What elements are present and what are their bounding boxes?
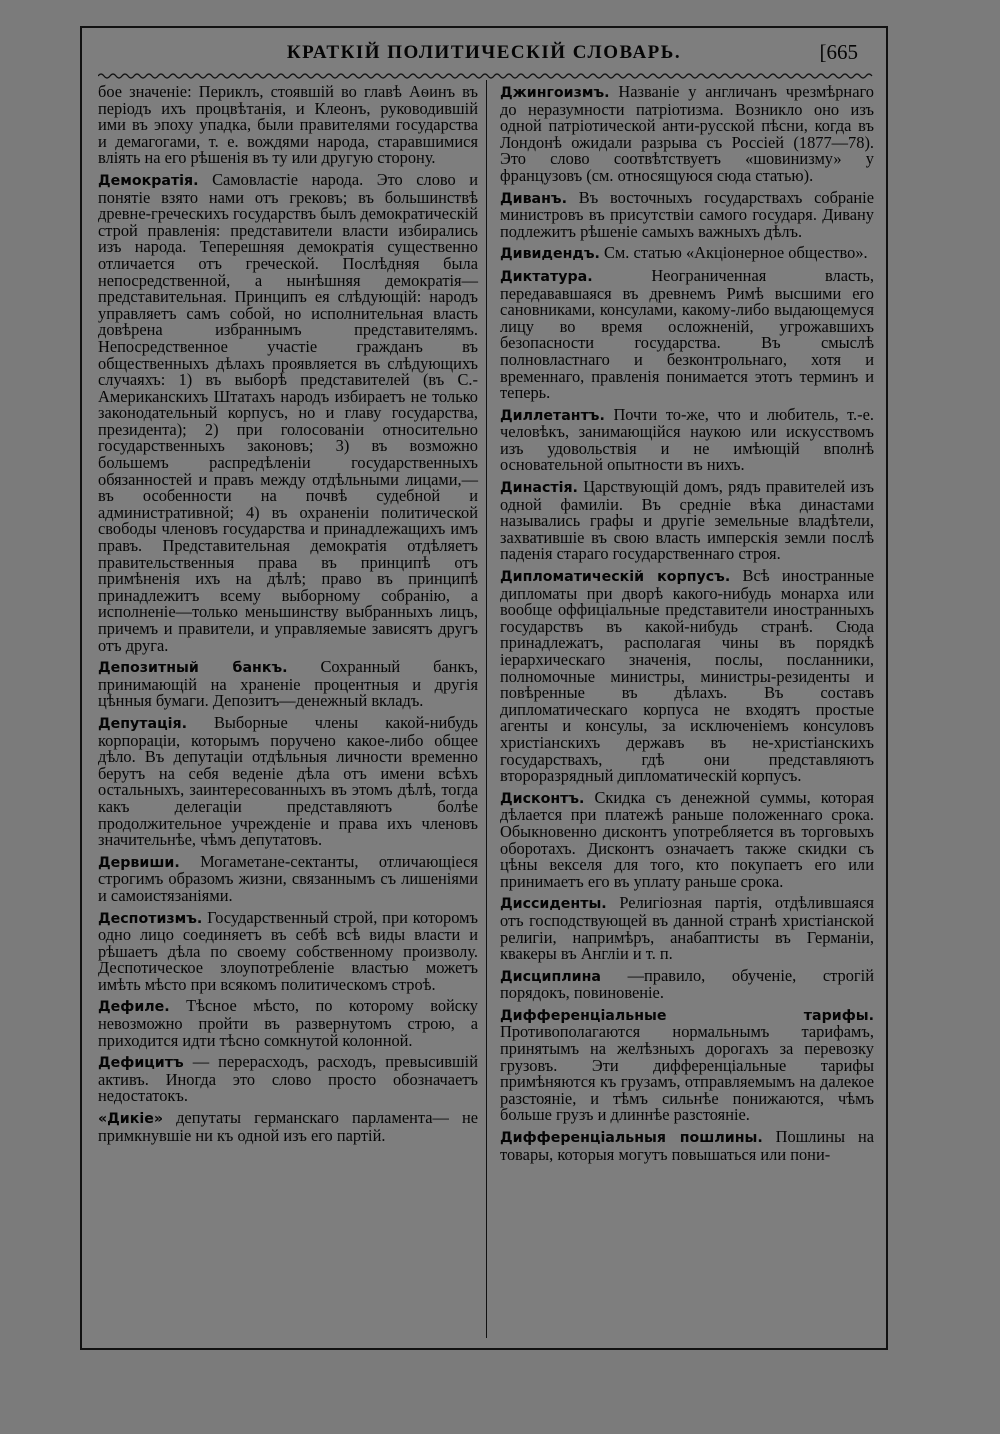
page-title: КРАТКІЙ ПОЛИТИЧЕСКІЙ СЛОВАРЬ.: [286, 42, 682, 63]
entry-definition: Почти то-же, что и любитель, т.-е. человѣкъ, занимающійся наукою или искусствомъ изъ удовольствія и не имѣющій вполнѣ основательной опытности въ нихъ.: [500, 404, 874, 475]
dictionary-entry: [98, 851, 478, 905]
entry-definition: Самовластіе народа. Это слово и понятіе взято нами отъ грековъ; въ большинствѣ древне-греческихъ государствъ былъ демократическій строй правленія: представители власти избирались изъ народа. Теперешняя демократія существенно отличается отъ греческой. Послѣдняя была непосредственной, а нынѣшняя демократія—представительная. Принципъ ея слѣдующій: народъ управляетъ самъ собой, но исполнительная власть довѣрена избраннымъ представителямъ. Непосредственное участіе гражданъ въ общественныхъ дѣлахъ проявляется въ слѣдующихъ случаяхъ: 1) въ выборѣ представителей (въ С.-Американскихъ Штатахъ народъ избираетъ не только законодательный корпусъ, но и главу государства, президента); 2) при голосованіи относительно государственныхъ законовъ; 3) въ возможно большемъ распредѣленіи государственныхъ обязанностей и правъ между отдѣльными лицами,—въ особенности на почвѣ судебной и административной; 4) въ охраненіи политической свободы членовъ государства и принадлежащихъ имъ правъ. Представительная демократія отдѣляетъ правительственныя права въ принципѣ отъ примѣненія ихъ на дѣлѣ; право въ принципѣ принадлежитъ всему выборному собранію, а исполненіе—только меньшинству выбранныхъ лицъ, причемъ и правители, и управляемые зависятъ другъ отъ друга.: [98, 169, 478, 655]
entry-definition: Тѣсное мѣсто, по которому войску невозможно пройти въ развернутомъ строю, а приходится идти тѣсно сомкнутой колонной.: [98, 996, 478, 1050]
entry-definition: —правило, обученіе, строгій порядокъ, повиновеніе.: [500, 965, 874, 1003]
entry-definition: Пошлины на товары, которыя могутъ повышаться или пони-: [500, 1127, 874, 1164]
dictionary-entry: [500, 787, 874, 891]
header-rule: [98, 72, 874, 80]
entry-definition: Сохранный банкъ, принимающій на храненіе процентныя и другія цѣнныя бумаги. Депозитъ—денежный вкладъ.: [98, 657, 478, 711]
entry-term: Дисконтъ.: [500, 790, 585, 807]
dictionary-entry: [500, 245, 874, 263]
left-column: [98, 84, 478, 1149]
entry-term: Депозитный банкъ.: [98, 660, 288, 677]
entry-term: Диктатура.: [500, 268, 593, 285]
entry-term: Дефиле.: [98, 999, 170, 1016]
entry-definition: Названіе у англичанъ чрезмѣрнаго до неразумности патріотизма. Возникло оно изъ одной патріотической анти-русской пѣсни, когда въ Лондонѣ ожидали разрыва съ Россіей (1877—78). Это слово соотвѣтствуетъ «шовинизму» у французовъ (см. относящуюся сюда статью).: [500, 82, 874, 185]
dictionary-entry: [500, 965, 874, 1003]
entry-term: Диллетантъ.: [500, 407, 605, 424]
dictionary-entry: [98, 1110, 478, 1144]
dictionary-entry: [500, 895, 874, 962]
entry-definition: Противополагаются нормальнымъ тарифамъ, принятымъ на желѣзныхъ дорогахъ за перевозку грузовъ. Эти дифференціальные тарифы примѣняются къ грузамъ, отправляемымъ на далекое разстояніе, и тѣмъ сильнѣе понижаются, чѣмъ больше грузъ и длиннѣе разстояніе.: [500, 1022, 874, 1125]
entry-term: Демократія.: [98, 172, 199, 189]
entry-definition: депутаты германскаго парламента— не примкнувшіе ни къ одной изъ его партій.: [98, 1108, 478, 1145]
entry-definition: См. статью «Акціонерное общество».: [604, 243, 868, 263]
entry-definition: Въ восточныхъ государствахъ собраніе министровъ въ присутствіи самого государя. Дивану подлежитъ рѣшеніе самыхъ важныхъ дѣлъ.: [500, 187, 874, 241]
dictionary-entry: [500, 404, 874, 475]
continuation-text: бое значеніе: Периклъ, стоявшій во главѣ Аѳинъ въ періодъ ихъ процвѣтанія, и Клеонъ, руководившій ими въ эпоху упадка, были правителями государства и демагогами, т. е. вождями народа, старавшимися влiять на его рѣшенія въ ту или другую сторону.: [98, 82, 478, 168]
dictionary-entry: [500, 84, 874, 185]
dictionary-entry: [500, 1007, 874, 1124]
entry-definition: Скидка съ денежной суммы, которая дѣлается при платежѣ раньше положеннаго срока. Обыкновенно дисконтъ употребляется въ торговыхъ оборотахъ. Дисконтъ означаетъ также скидки съ цѣны векселя для того, кто покупаетъ его или принимаетъ его въ уплату раньше срока.: [500, 787, 874, 891]
entry-definition: Религіозная партія, отдѣлившаяся отъ господствующей въ данной странѣ христіанской религіи, напримѣръ, анабаптисты въ Германіи, квакеры въ Англіи и т. п.: [500, 893, 874, 964]
entry-term: Дисциплина: [500, 968, 601, 985]
dictionary-entry: [500, 1129, 874, 1163]
entry-definition: Могаметане-сектанты, отличающіеся строгимъ образомъ жизни, связаннымъ съ лишеніями и самоистязаніями.: [98, 851, 478, 905]
entry-term: Депутація.: [98, 715, 187, 732]
dictionary-entry: [500, 479, 874, 563]
dictionary-entry: [98, 907, 478, 994]
entry-term: Дивидендъ.: [500, 246, 600, 263]
dictionary-entry: [500, 568, 874, 785]
dictionary-entry: [98, 712, 478, 850]
dictionary-entry: [98, 1054, 478, 1105]
entry-term: Деспотизмъ.: [98, 910, 203, 927]
entry-term: Дипломатическій корпусъ.: [500, 569, 731, 586]
right-column: [500, 84, 874, 1168]
entry-definition: Государственный строй, при которомъ одно лицо соединяетъ въ себѣ всѣ виды власти и рѣшаетъ дѣла по своему собственному произволу. Деспотическое злоупотребленіе властью можетъ имѣть мѣсто при всякомъ политическомъ строѣ.: [98, 907, 478, 994]
dictionary-entry: [98, 659, 478, 710]
entry-term: Дервиши.: [98, 854, 180, 871]
entry-term: Династія.: [500, 480, 578, 497]
entry-term: Диссиденты.: [500, 896, 607, 913]
entry-term: Дефицитъ: [98, 1055, 184, 1072]
page-number: [665: [819, 40, 858, 64]
entry-definition: Неограниченная власть, передававшаяся въ древнемъ Римѣ высшими его сановниками, консулами, какому-либо выдающемуся лицу во время осложненій, угрожавшихъ безопасности государства. Въ смыслѣ полновластнаго и безконтрольнаго, хотя и временнаго, правленія понимается этотъ терминъ и теперь.: [500, 265, 874, 403]
entry-term: Джингоизмъ.: [500, 85, 610, 101]
entry-definition: Выборные члены какой-нибудь корпораціи, которымъ поручено какое-либо общее дѣло. Въ депутаціи отдѣльныя личности временно берутъ на себя веденіе дѣла отъ имени всѣхъ остальныхъ, заинтересованныхъ въ этомъ дѣлѣ, тогда какъ делегаціи представляютъ болѣе продолжительное учрежденіе и права ихъ членовъ значительнѣе, чѣмъ депутатовъ.: [98, 712, 478, 850]
entry-definition: Всѣ иностранные дипломаты при дворѣ какого-нибудь монарха или вообще оффиціальные представители иностранныхъ государствъ въ какой-нибудь странѣ. Сюда принадлежатъ, располагая чины въ порядкѣ іерархическаго значенія, послы, посланники, полномочные министры, министры-резиденты и повѣренные въ дѣлахъ. Въ составъ дипломатическаго корпуса не входятъ простые агенты и консулы, за исключеніемъ консуловъ христіанскихъ державъ въ не-христіанскихъ государствахъ, гдѣ они представляютъ второразрядный дипломатическій корпусъ.: [500, 566, 874, 786]
dictionary-entry: [98, 998, 478, 1049]
entry-term: Дифференціальные тарифы.: [500, 1007, 874, 1024]
column-divider: [486, 80, 487, 1338]
entry-term: Дифференціальныя пошлины.: [500, 1130, 763, 1147]
entry-term: «Дикіе»: [98, 1111, 164, 1128]
entry-definition: — перерасходъ, расходъ, превысившій активъ. Иногда это слово просто обозначаетъ недостатокъ.: [98, 1052, 478, 1106]
entry-definition: Царствующій домъ, рядъ правителей изъ одной фамиліи. Въ средніе вѣка династами назывались графы и другіе земельные владѣтели, захватившіе въ свою власть имперскія земли послѣ паденія стараго государственнаго строя.: [500, 477, 874, 564]
dictionary-entry: [500, 265, 874, 403]
running-header: [82, 38, 886, 74]
dictionary-entry: [98, 169, 478, 655]
dictionary-entry: [500, 187, 874, 241]
book-page: [80, 26, 888, 1350]
entry-term: Диванъ.: [500, 190, 567, 207]
